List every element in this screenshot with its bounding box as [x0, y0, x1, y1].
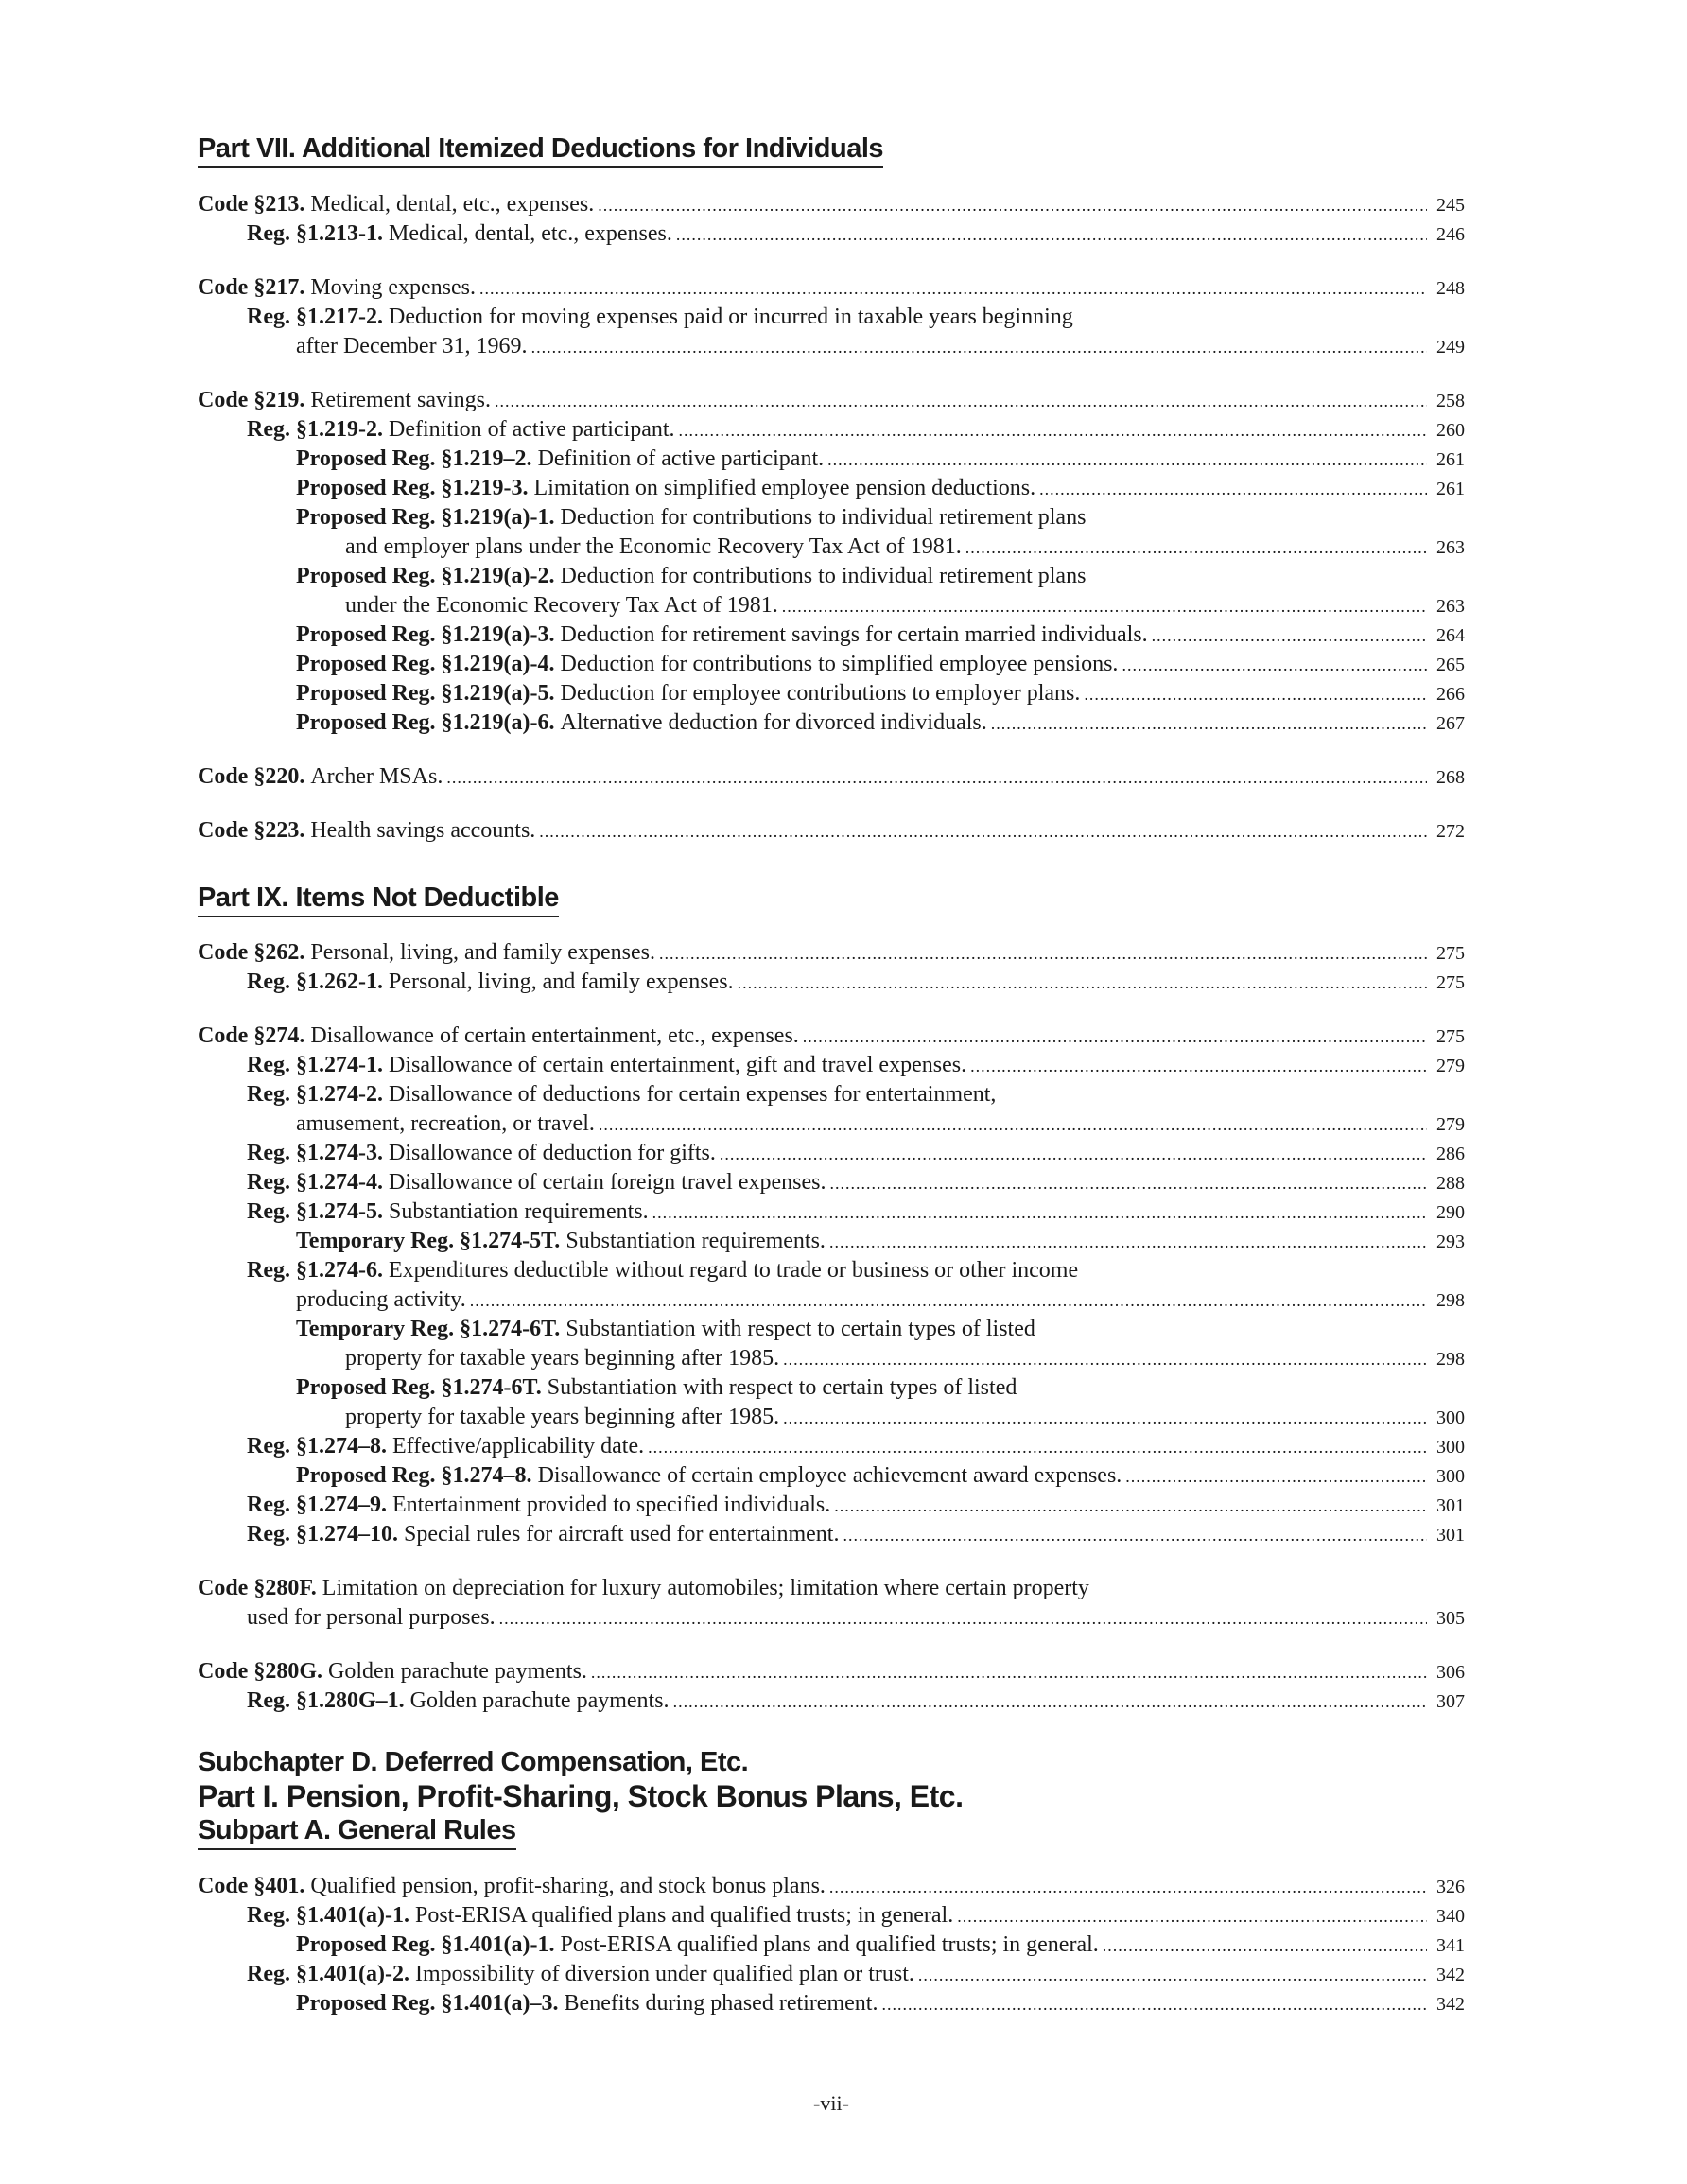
entry-page-number: 263 [1436, 596, 1465, 617]
dot-leader [1084, 679, 1427, 709]
toc-entry[interactable] [296, 1109, 1465, 1139]
dot-leader [652, 1197, 1427, 1228]
toc-entry[interactable] [247, 1686, 1465, 1716]
entry-title: Personal, living, and family expenses. [388, 970, 734, 994]
dot-leader [1152, 620, 1427, 651]
section-reference: Reg. §1.274-3. [247, 1141, 383, 1165]
dot-leader [782, 591, 1427, 621]
dot-leader [829, 1227, 1427, 1257]
section-heading: Part I. Pension, Profit-Sharing, Stock Bonus Plans, Etc. [198, 1779, 964, 1813]
dot-leader [659, 938, 1427, 969]
toc-entry[interactable] [247, 1139, 1465, 1168]
toc-entry[interactable] [296, 1461, 1465, 1491]
entry-title: Moving expenses. [310, 275, 476, 300]
section-heading: Subchapter D. Deferred Compensation, Etc. [198, 1747, 749, 1777]
section-reference: Temporary Reg. §1.274-6T. [296, 1317, 561, 1341]
dot-leader [1125, 1461, 1427, 1492]
toc-entry[interactable] [345, 591, 1465, 620]
toc-entry[interactable] [247, 1901, 1465, 1931]
dot-leader [991, 708, 1427, 739]
dot-leader [679, 415, 1427, 446]
section-reference: Proposed Reg. §1.401(a)–3. [296, 1991, 559, 2016]
entry-page-number: 301 [1436, 1525, 1465, 1546]
section-reference: Proposed Reg. §1.219(a)-5. [296, 681, 555, 706]
section-reference: Reg. §1.213-1. [247, 221, 383, 246]
toc-entry[interactable] [296, 332, 1465, 361]
toc-entry[interactable] [296, 679, 1465, 708]
entry-title: Substantiation with respect to certain types of listed [547, 1375, 1017, 1400]
toc-entry[interactable] [198, 273, 1465, 303]
page-number: -vii- [813, 2091, 849, 2115]
section-reference: Code §280G. [198, 1659, 322, 1684]
dot-leader [843, 1520, 1427, 1550]
entry-title: Definition of active participant. [537, 446, 825, 471]
section-reference: Proposed Reg. §1.219(a)-6. [296, 710, 555, 735]
entry-page-number: 249 [1436, 337, 1465, 358]
dot-leader [829, 1872, 1427, 1902]
entry-title: Disallowance of certain employee achievement award expenses. [537, 1463, 1122, 1488]
section-reference: Proposed Reg. §1.219–2. [296, 446, 532, 471]
dot-leader [1122, 650, 1427, 680]
entry-page-number: 342 [1436, 1994, 1465, 2015]
entry-page-number: 268 [1436, 767, 1465, 788]
entry-title: producing activity. [296, 1287, 466, 1312]
toc-entry[interactable] [198, 386, 1465, 415]
entry-title: Post-ERISA qualified plans and qualified trusts; in general. [414, 1903, 954, 1928]
dot-leader [970, 1051, 1427, 1081]
section-reference: Code §401. [198, 1874, 305, 1898]
dot-leader [965, 533, 1427, 563]
entry-title: Personal, living, and family expenses. [310, 940, 655, 965]
section-reference: Reg. §1.262-1. [247, 970, 383, 994]
toc-entry[interactable] [247, 1960, 1465, 1989]
entry-page-number: 265 [1436, 655, 1465, 675]
section-reference: Reg. §1.274–9. [247, 1493, 387, 1517]
dot-leader [803, 1022, 1427, 1052]
entry-title: Disallowance of certain entertainment, etc., expenses. [310, 1023, 799, 1048]
entry-title: Deduction for contributions to individual retirement plans [560, 505, 1087, 530]
toc-entry[interactable] [296, 620, 1465, 650]
section-reference: Code §219. [198, 388, 305, 412]
dot-leader [834, 1491, 1427, 1521]
entry-page-number: 266 [1436, 684, 1465, 705]
section-reference: Reg. §1.274–8. [247, 1434, 387, 1459]
toc-entry[interactable] [296, 445, 1465, 474]
entry-title: Substantiation requirements. [388, 1199, 649, 1224]
entry-page-number: 275 [1436, 1026, 1465, 1047]
entry-title: Deduction for moving expenses paid or incurred in taxable years beginning [388, 305, 1073, 329]
entry-title: Deduction for contributions to individual retirement plans [560, 564, 1087, 588]
entry-title: Impossibility of diversion under qualified plan or trust. [414, 1962, 914, 1986]
section-reference: Code §280F. [198, 1576, 317, 1600]
toc-entry[interactable] [296, 1285, 1465, 1315]
entry-title: Substantiation requirements. [565, 1229, 826, 1253]
toc-entry[interactable] [296, 708, 1465, 738]
dot-leader [598, 190, 1427, 220]
section-reference: Reg. §1.274-4. [247, 1170, 383, 1195]
entry-page-number: 300 [1436, 1466, 1465, 1487]
entry-title: Golden parachute payments. [328, 1659, 587, 1684]
toc-entry[interactable] [296, 650, 1465, 679]
entry-title: Post-ERISA qualified plans and qualified trusts; in general. [560, 1932, 1099, 1957]
entry-page-number: 288 [1436, 1173, 1465, 1194]
dot-leader [827, 445, 1427, 475]
entry-title: amusement, recreation, or travel. [296, 1111, 595, 1136]
toc-entry[interactable] [296, 474, 1465, 503]
entry-page-number: 246 [1436, 224, 1465, 245]
section-reference: Code §213. [198, 192, 305, 217]
entry-page-number: 342 [1436, 1965, 1465, 1985]
section-reference: Reg. §1.274-5. [247, 1199, 383, 1224]
entry-page-number: 279 [1436, 1056, 1465, 1076]
entry-page-number: 300 [1436, 1407, 1465, 1428]
entry-title: Expenditures deductible without regard to trade or business or other income [388, 1258, 1079, 1283]
toc-entry[interactable] [198, 1657, 1465, 1686]
entry-title: Golden parachute payments. [409, 1688, 670, 1713]
entry-page-number: 293 [1436, 1232, 1465, 1252]
dot-leader [648, 1432, 1427, 1462]
entry-title: Definition of active participant. [388, 417, 675, 442]
toc-entry[interactable] [247, 1603, 1465, 1633]
dot-leader [499, 1603, 1427, 1634]
toc-entry[interactable] [247, 1432, 1465, 1461]
section-reference: Proposed Reg. §1.219(a)-1. [296, 505, 555, 530]
entry-title: Disallowance of certain entertainment, gift and travel expenses. [388, 1053, 967, 1077]
entry-title: property for taxable years beginning after 1985. [345, 1346, 780, 1371]
entry-page-number: 260 [1436, 420, 1465, 441]
entry-page-number: 307 [1436, 1691, 1465, 1712]
entry-page-number: 275 [1436, 972, 1465, 993]
dot-leader [470, 1285, 1427, 1316]
dot-leader [918, 1960, 1427, 1990]
toc-entry[interactable] [296, 1227, 1465, 1256]
entry-title: and employer plans under the Economic Recovery Tax Act of 1981. [345, 534, 962, 559]
entry-page-number: 306 [1436, 1662, 1465, 1683]
toc-entry[interactable] [247, 1168, 1465, 1197]
dot-leader [738, 968, 1427, 998]
toc-entry[interactable] [345, 533, 1465, 562]
toc-entry[interactable] [247, 1520, 1465, 1549]
dot-leader [495, 386, 1427, 416]
toc-entry[interactable] [345, 1403, 1465, 1432]
entry-page-number: 341 [1436, 1935, 1465, 1956]
section-reference: Code §262. [198, 940, 305, 965]
entry-title: Limitation on simplified employee pension deductions. [533, 476, 1036, 500]
dot-leader [539, 816, 1427, 847]
dot-leader [881, 1989, 1427, 2019]
entry-title: used for personal purposes. [247, 1605, 496, 1630]
section-reference: Reg. §1.274–10. [247, 1522, 398, 1546]
entry-title: Health savings accounts. [310, 818, 536, 843]
toc-entry[interactable] [247, 303, 1465, 332]
toc-entry[interactable] [247, 1051, 1465, 1080]
entry-title: under the Economic Recovery Tax Act of 1981. [345, 593, 778, 618]
entry-title: Disallowance of deductions for certain expenses for entertainment, [388, 1082, 997, 1107]
entry-title: Special rules for aircraft used for entertainment. [403, 1522, 840, 1546]
dot-leader [479, 273, 1427, 304]
dot-leader [783, 1344, 1427, 1374]
dot-leader [1103, 1931, 1427, 1961]
dot-leader [720, 1139, 1427, 1169]
entry-title: Substantiation with respect to certain types of listed [565, 1317, 1035, 1341]
toc-entry[interactable] [198, 1022, 1465, 1051]
section-reference: Reg. §1.217-2. [247, 305, 383, 329]
toc-entry[interactable] [198, 1574, 1465, 1603]
section-reference: Code §217. [198, 275, 305, 300]
toc-entry[interactable] [247, 415, 1465, 445]
section-reference: Proposed Reg. §1.219(a)-2. [296, 564, 555, 588]
entry-page-number: 258 [1436, 391, 1465, 411]
entry-title: property for taxable years beginning after 1985. [345, 1405, 780, 1429]
entry-page-number: 261 [1436, 449, 1465, 470]
dot-leader [957, 1901, 1427, 1931]
toc-entry[interactable] [247, 219, 1465, 249]
entry-title: Deduction for contributions to simplified employee pensions. [560, 652, 1119, 676]
entry-title: after December 31, 1969. [296, 334, 528, 358]
entry-title: Retirement savings. [310, 388, 491, 412]
entry-title: Deduction for employee contributions to employer plans. [560, 681, 1081, 706]
entry-title: Disallowance of deduction for gifts. [388, 1141, 716, 1165]
entry-page-number: 298 [1436, 1349, 1465, 1370]
entry-title: Medical, dental, etc., expenses. [388, 221, 672, 246]
dot-leader [676, 219, 1427, 250]
entry-title: Effective/applicability date. [391, 1434, 645, 1459]
entry-page-number: 326 [1436, 1877, 1465, 1897]
toc-entry[interactable] [247, 1080, 1465, 1109]
entry-title: Qualified pension, profit-sharing, and stock bonus plans. [310, 1874, 826, 1898]
section-reference: Reg. §1.401(a)-2. [247, 1962, 409, 1986]
entry-page-number: 298 [1436, 1290, 1465, 1311]
toc-page [198, 0, 1465, 2184]
entry-page-number: 275 [1436, 943, 1465, 964]
toc-entry[interactable] [247, 968, 1465, 997]
toc-entry[interactable] [296, 1989, 1465, 2018]
dot-leader [599, 1109, 1427, 1140]
toc-entry[interactable] [198, 762, 1465, 792]
section-reference: Code §274. [198, 1023, 305, 1048]
section-reference: Proposed Reg. §1.219(a)-3. [296, 622, 555, 647]
section-reference: Reg. §1.401(a)-1. [247, 1903, 409, 1928]
entry-title: Benefits during phased retirement. [564, 1991, 878, 2016]
section-reference: Reg. §1.274-2. [247, 1082, 383, 1107]
entry-page-number: 305 [1436, 1608, 1465, 1629]
entry-title: Entertainment provided to specified individuals. [391, 1493, 831, 1517]
toc-entry[interactable] [198, 816, 1465, 846]
section-heading: Subpart A. General Rules [198, 1814, 516, 1850]
dot-leader [1039, 474, 1427, 504]
dot-leader [783, 1403, 1427, 1433]
section-reference: Reg. §1.274-6. [247, 1258, 383, 1283]
section-reference: Proposed Reg. §1.274-6T. [296, 1375, 542, 1400]
section-heading: Part IX. Items Not Deductible [198, 882, 559, 917]
entry-page-number: 272 [1436, 821, 1465, 842]
section-reference: Reg. §1.280G–1. [247, 1688, 405, 1713]
dot-leader [446, 762, 1427, 793]
toc-entry[interactable] [296, 1373, 1465, 1403]
entry-page-number: 261 [1436, 479, 1465, 499]
entry-title: Archer MSAs. [310, 764, 443, 789]
dot-leader [531, 332, 1427, 362]
entry-page-number: 248 [1436, 278, 1465, 299]
section-reference: Code §223. [198, 818, 305, 843]
toc-entry[interactable] [296, 503, 1465, 533]
entry-title: Deduction for retirement savings for certain married individuals. [560, 622, 1148, 647]
toc-entry[interactable] [247, 1197, 1465, 1227]
section-heading: Part VII. Additional Itemized Deductions for Individuals [198, 132, 883, 168]
section-reference: Proposed Reg. §1.274–8. [296, 1463, 532, 1488]
dot-leader [829, 1168, 1427, 1198]
section-reference: Proposed Reg. §1.219(a)-4. [296, 652, 555, 676]
entry-page-number: 340 [1436, 1906, 1465, 1927]
toc-entry[interactable] [198, 938, 1465, 968]
entry-title: Alternative deduction for divorced individuals. [560, 710, 987, 735]
toc-entry[interactable] [247, 1256, 1465, 1285]
section-reference: Reg. §1.274-1. [247, 1053, 383, 1077]
toc-entry[interactable] [198, 190, 1465, 219]
toc-entry[interactable] [198, 1872, 1465, 1901]
toc-entry[interactable] [296, 1931, 1465, 1960]
entry-page-number: 286 [1436, 1144, 1465, 1164]
entry-page-number: 245 [1436, 195, 1465, 216]
dot-leader [591, 1657, 1427, 1687]
entry-page-number: 267 [1436, 713, 1465, 734]
entry-page-number: 290 [1436, 1202, 1465, 1223]
section-reference: Reg. §1.219-2. [247, 417, 383, 442]
section-reference: Proposed Reg. §1.401(a)-1. [296, 1932, 555, 1957]
entry-title: Disallowance of certain foreign travel expenses. [388, 1170, 826, 1195]
toc-entry[interactable] [296, 1315, 1465, 1344]
entry-page-number: 279 [1436, 1114, 1465, 1135]
entry-page-number: 264 [1436, 625, 1465, 646]
entry-page-number: 263 [1436, 537, 1465, 558]
entry-page-number: 301 [1436, 1495, 1465, 1516]
dot-leader [673, 1686, 1427, 1717]
toc-entry[interactable] [296, 562, 1465, 591]
toc-entry[interactable] [247, 1491, 1465, 1520]
entry-page-number: 300 [1436, 1437, 1465, 1458]
toc-entry[interactable] [345, 1344, 1465, 1373]
section-reference: Code §220. [198, 764, 305, 789]
section-reference: Temporary Reg. §1.274-5T. [296, 1229, 561, 1253]
entry-title: Limitation on depreciation for luxury automobiles; limitation where certain property [322, 1576, 1089, 1600]
entry-title: Medical, dental, etc., expenses. [310, 192, 595, 217]
section-reference: Proposed Reg. §1.219-3. [296, 476, 529, 500]
